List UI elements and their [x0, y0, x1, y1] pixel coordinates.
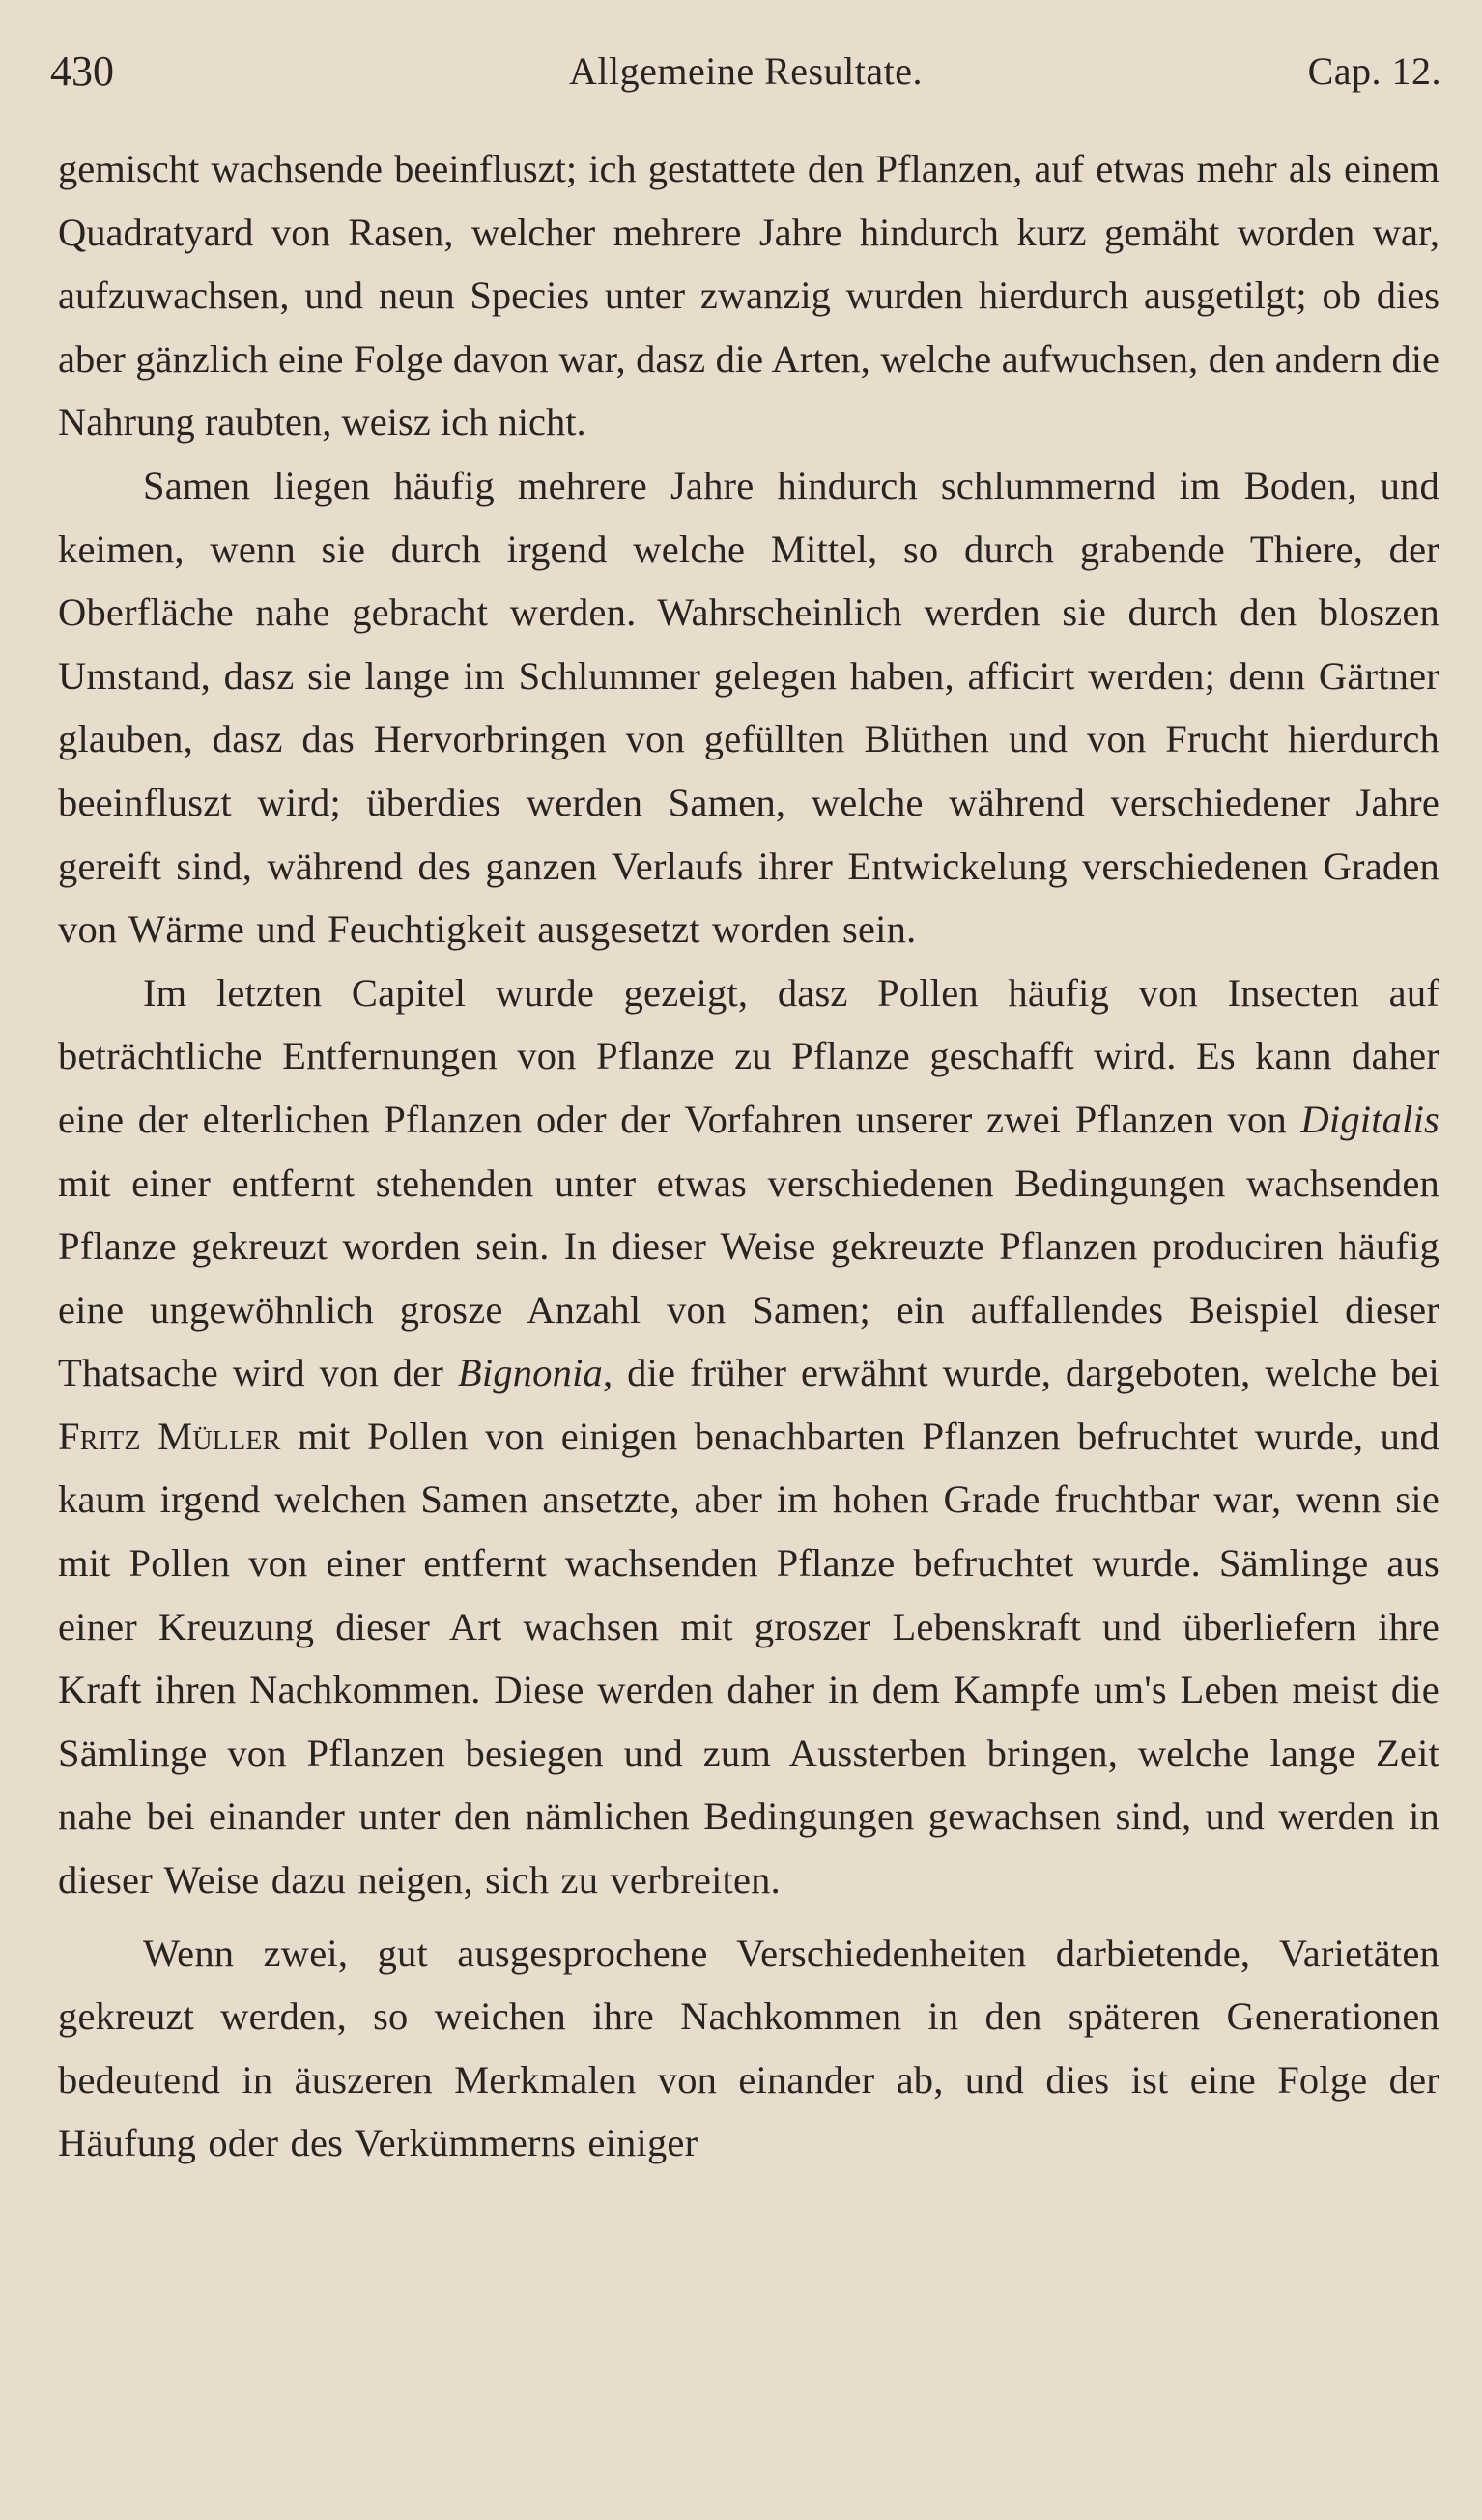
running-title: Allgemeine Resultate.	[569, 49, 923, 93]
running-head	[50, 43, 1441, 100]
paragraph-text: mit Pollen von einigen benachbarten Pflanzen befruchtet wurde, und kaum irgend welchen Samen ansetzte, aber im hohen Grade fruchtbar war, wenn sie mit Pollen von einer entfernt wachsenden Pflanze befruchtet wurde. Sämlinge aus einer Kreuzung dieser Art wachsen mit groszer Lebenskraft und überliefern ihre Kraft ihren Nachkommen. Diese werden daher in dem Kampfe um's Leben meist die Sämlinge von Pflanzen besiegen und zum Aussterben bringen, welche lange Zeit nahe bei einander unter den nämlichen Bedingungen gewachsen sind, und werden in dieser Weise dazu neigen, sich zu verbreiten.	[58, 1414, 1439, 1903]
body-text	[58, 137, 1439, 2175]
person-name: Fritz Müller	[58, 1414, 281, 1458]
genus-name-digitalis: Digitalis	[1300, 1097, 1439, 1141]
chapter-reference: Cap. 12.	[1307, 49, 1441, 93]
genus-name-bignonia: Bignonia	[457, 1351, 603, 1395]
paragraph-text: mit einer entfernt stehenden unter etwas verschiedenen Bedingungen wachsenden Pflanze gekreuzt worden sein. In dieser Weise gekreuzte Pflanzen produciren häufig eine ungewöhnlich grosze Anzahl von Samen; ein auffallendes Beispiel dieser Thatsache wird von der	[58, 1160, 1439, 1395]
paragraph-continuation: gemischt wachsende beeinfluszt; ich gestattete den Pflanzen, auf etwas mehr als einem Quadratyard von Rasen, welcher mehrere Jahre hindurch kurz gemäht worden war, aufzuwachsen, und neun Species unter zwanzig wurden hierdurch ausgetilgt; ob dies aber gänzlich eine Folge davon war, dasz die Arten, welche aufwuchsen, den andern die Nahrung raubten, weisz ich nicht.	[58, 147, 1439, 444]
paragraph-text: Im letzten Capitel wurde gezeigt, dasz Pollen häufig von Insecten auf beträchtliche Entfernungen von Pflanze zu Pflanze geschafft wird. Es kann daher eine der elterlichen Pflanzen oder der Vorfahren unserer zwei Pflanzen von	[58, 970, 1439, 1141]
paragraph-varieties: Wenn zwei, gut ausgesprochene Verschiedenheiten darbietende, Varietäten gekreuzt werden, so weichen ihre Nachkommen in den späteren Generationen bedeutend in äuszeren Merkmalen von einander ab, und dies ist eine Folge der Häufung oder des Verkümmerns einiger	[58, 1931, 1439, 2165]
paragraph-seed-dormancy: Samen liegen häufig mehrere Jahre hindurch schlummernd im Boden, und keimen, wenn sie durch irgend welche Mittel, so durch grabende Thiere, der Oberfläche nahe gebracht werden. Wahrscheinlich werden sie durch den bloszen Umstand, dasz sie lange im Schlummer gelegen haben, afficirt werden; denn Gärtner glauben, dasz das Hervorbringen von gefüllten Blüthen und von Frucht hierdurch beeinfluszt wird; überdies werden Samen, welche während verschiedener Jahre gereift sind, während des ganzen Verlaufs ihrer Entwickelung verschiedenen Graden von Wärme und Feuchtigkeit ausgesetzt worden sein.	[58, 463, 1439, 952]
paragraph-text: , die früher erwähnt wurde, dargeboten, welche bei	[602, 1351, 1439, 1395]
page-number: 430	[50, 47, 114, 95]
paragraph-pollen-transport	[58, 961, 1439, 1912]
